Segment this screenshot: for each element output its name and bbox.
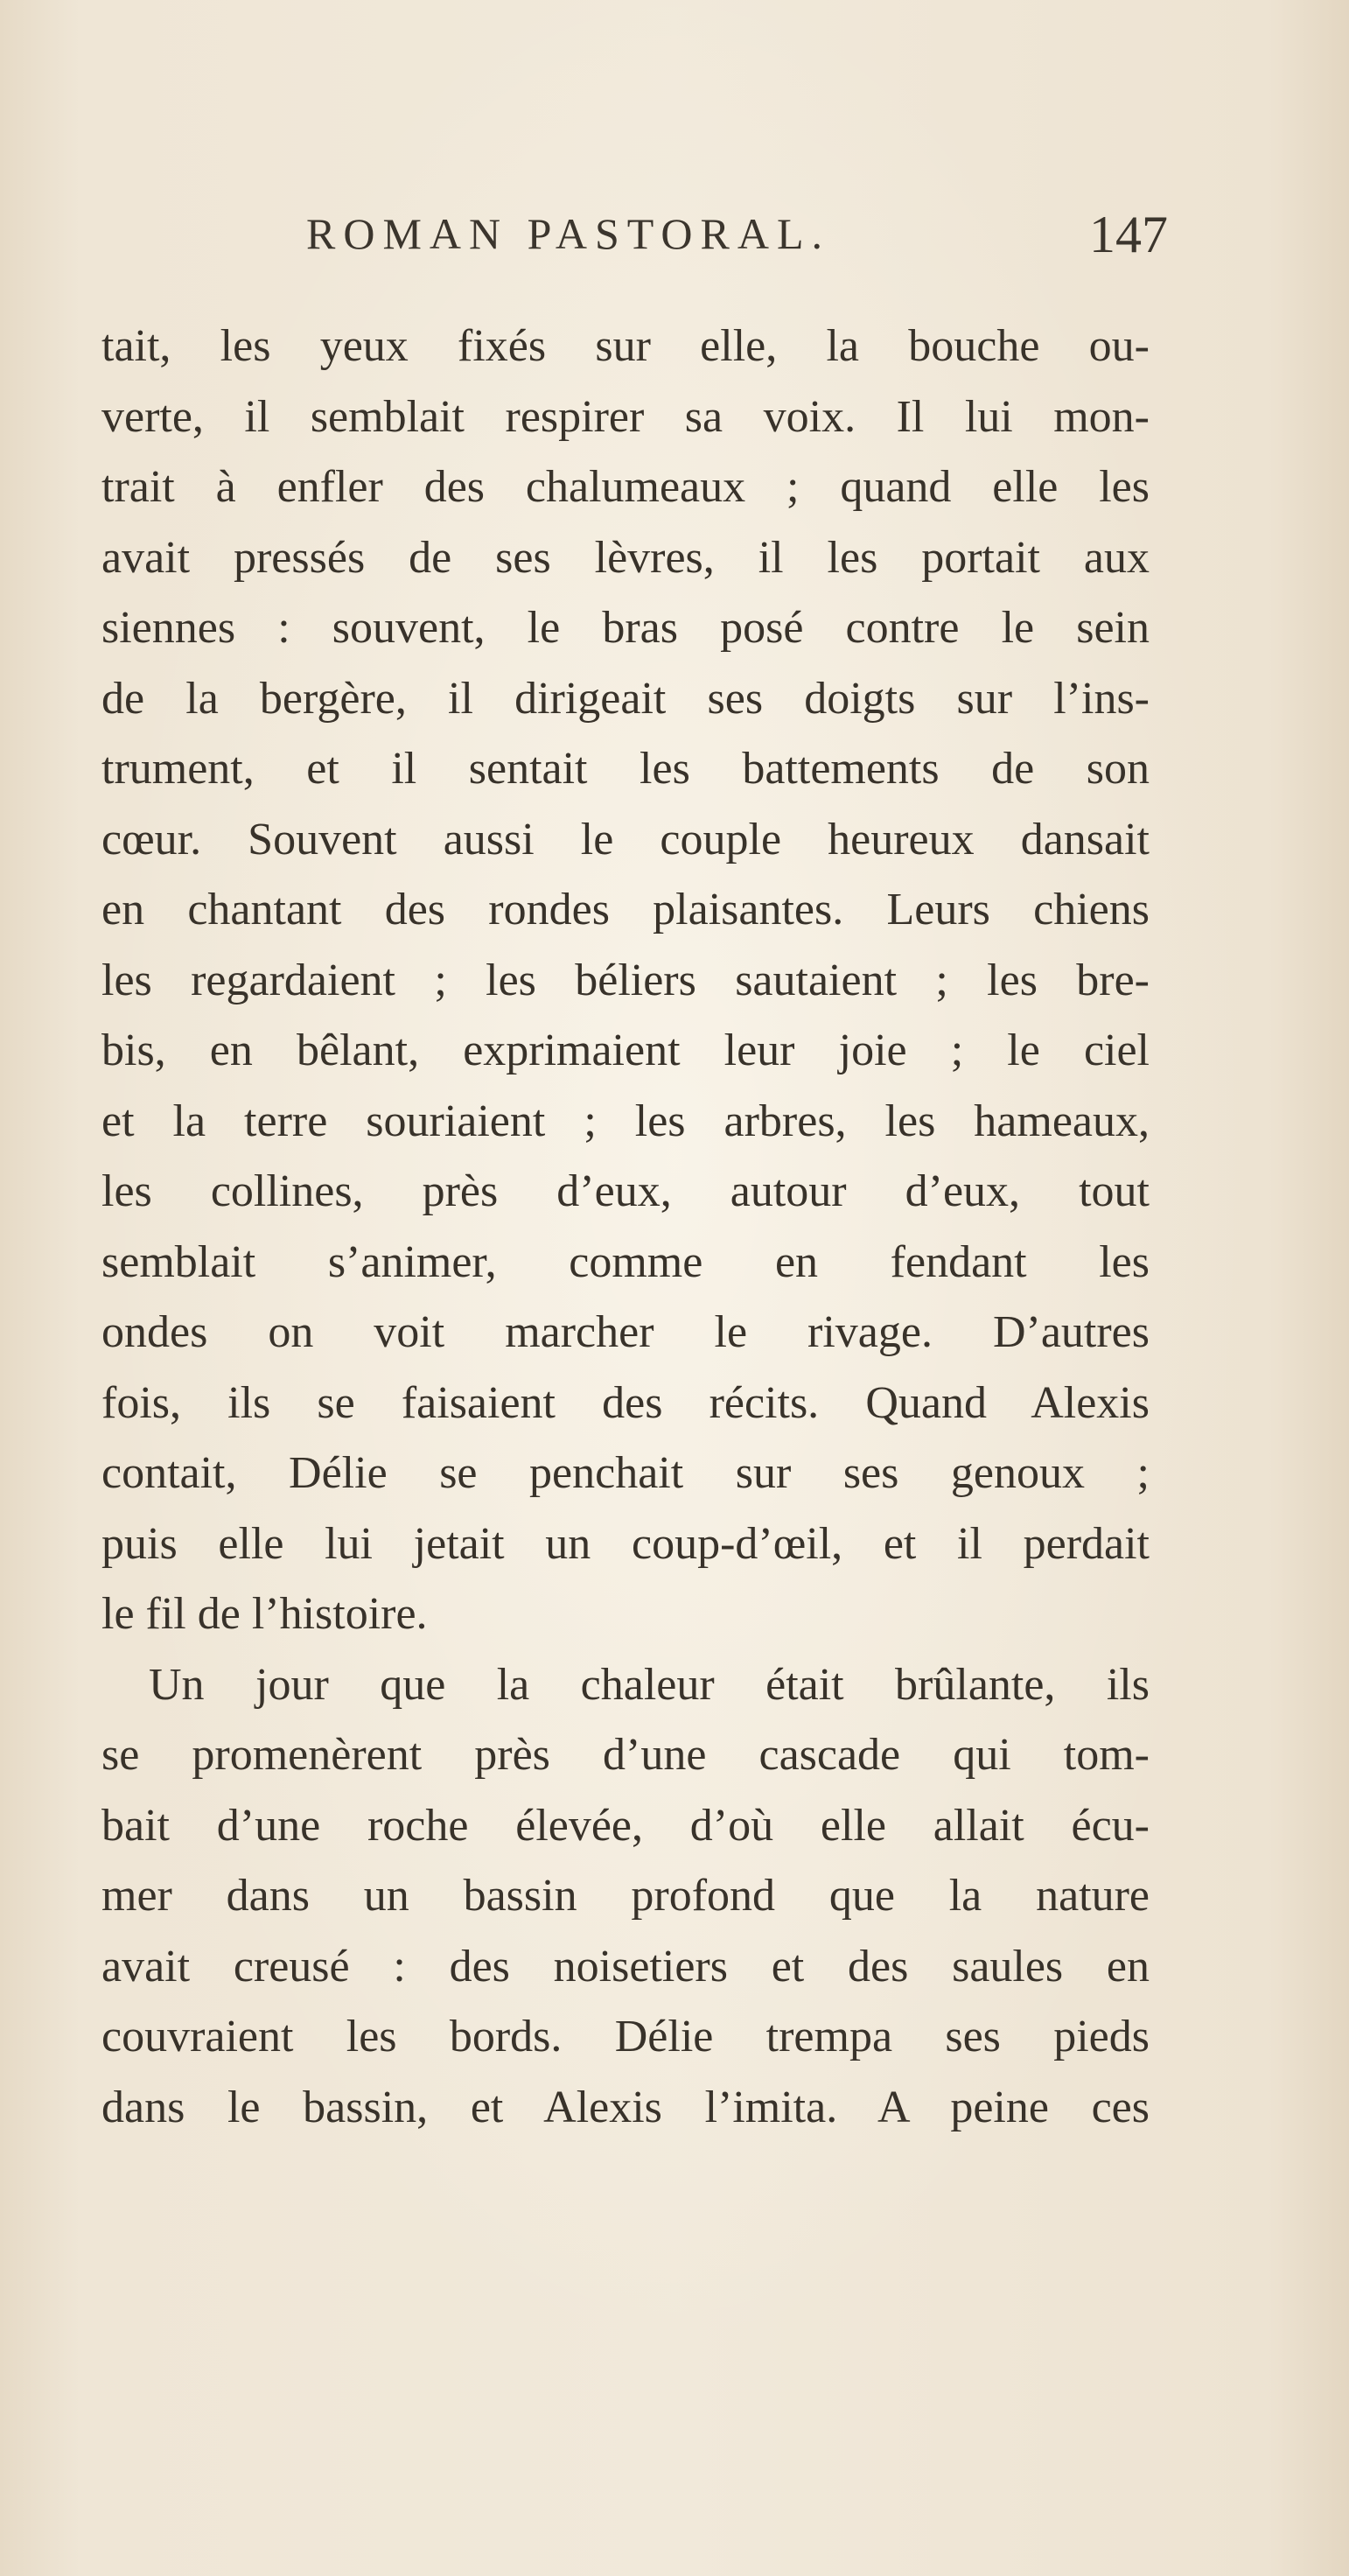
text-line: et la terre souriaient ; les arbres, les hameaux, [101,1096,1150,1146]
text-line: de la bergère, il dirigeait ses doigts sur l’ins- [101,673,1150,724]
text-line: ondes on voit marcher le rivage. D’autres [101,1307,1150,1357]
text-line: Un jour que la chaleur était brûlante, ils [149,1659,1150,1710]
text-line: semblait s’animer, comme en fendant les [101,1236,1150,1287]
running-title: ROMAN PASTORAL. [306,209,831,258]
running-head [306,208,1181,278]
page-number: 147 [1089,206,1168,263]
text-line: se promenèrent près d’une cascade qui tom- [101,1730,1150,1780]
text-line: avait pressés de ses lèvres, il les portait aux [101,532,1150,583]
text-line: bis, en bêlant, exprimaient leur joie ; le ciel [101,1026,1150,1075]
text-line: les regardaient ; les béliers sautaient ; les bre- [101,955,1150,1005]
text-line: dans le bassin, et Alexis l’imita. A peine ces [101,2082,1150,2132]
text-line: siennes : souvent, le bras posé contre le sein [101,603,1150,653]
text-line: puis elle lui jetait un coup-d’œil, et il perdait [101,1518,1150,1569]
text-line: contait, Délie se penchait sur ses genoux ; [101,1448,1150,1498]
text-line: les collines, près d’eux, autour d’eux, tout [101,1166,1150,1216]
text-line: en chantant des rondes plaisantes. Leurs chiens [101,885,1150,934]
text-line: le fil de l’histoire. [101,1589,428,1639]
text-line: tait, les yeux fixés sur elle, la bouche ou- [101,321,1150,371]
text-line: cœur. Souvent aussi le couple heureux dansait [101,814,1150,864]
text-line: avait creusé : des noisetiers et des saules en [101,1941,1150,1992]
text-line: verte, il semblait respirer sa voix. Il lui mon- [101,391,1150,442]
text-line: bait d’une roche élevée, d’où elle allait écu- [101,1800,1150,1851]
text-line: couvraient les bords. Délie trempa ses pieds [101,2012,1150,2062]
text-line: fois, ils se faisaient des récits. Quand Alexis [101,1377,1150,1428]
body-text [101,312,1150,2143]
text-line: trument, et il sentait les battements de son [101,744,1150,794]
text-line: trait à enfler des chalumeaux ; quand elle les [101,462,1150,512]
text-line: mer dans un bassin profond que la nature [101,1871,1150,1921]
